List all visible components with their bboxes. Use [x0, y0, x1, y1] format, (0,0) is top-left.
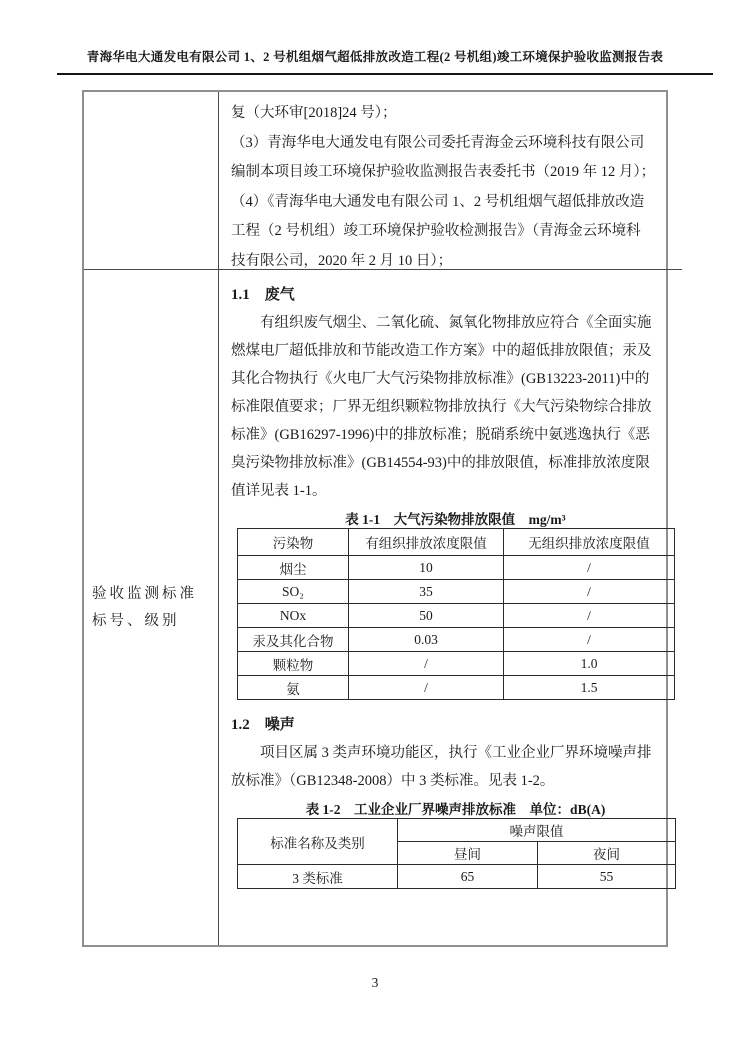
table-row	[238, 556, 675, 580]
para-line: 有组织废气烟尘、二氧化硫、氮氧化物排放应符合《全面实施	[260, 315, 652, 331]
table-air-title: 表 1-1 大气污染物排放限值 mg/m³	[345, 512, 566, 527]
pollutant-cell: 氨	[238, 676, 349, 700]
column-header: 无组织排放浓度限值	[504, 529, 675, 556]
column-header: 标准名称及类别	[238, 819, 398, 865]
doc-line: （4）《青海华电大通发电有限公司 1、2 号机组烟气超低排放改造	[231, 193, 645, 210]
table-row	[238, 676, 675, 700]
value-cell: /	[504, 604, 675, 628]
value-cell: /	[504, 628, 675, 652]
standard-cell: 3 类标准	[238, 865, 398, 889]
column-header: 昼间	[398, 842, 538, 865]
table-noise-limits	[237, 818, 676, 889]
pollutant-cell: SO₂	[238, 580, 349, 604]
value-cell: /	[349, 652, 504, 676]
para-line: 项目区属 3 类声环境功能区，执行《工业企业厂界环境噪声排	[260, 745, 652, 761]
main-content-cell	[219, 270, 682, 945]
value-cell: 55	[538, 865, 676, 889]
page-number: 3	[371, 975, 379, 990]
para-line: 燃煤电厂超低排放和节能改造工作方案》中的超低排放限值；汞及	[231, 343, 652, 359]
doc-line: （3）青海华电大通发电有限公司委托青海金云环境科技有限公司	[231, 134, 645, 151]
pollutant-cell: 汞及其化合物	[238, 628, 349, 652]
para-line: 标准》(GB16297-1996)中的排放标准；脱硝系统中氨逃逸执行《恶	[231, 427, 650, 443]
para-line: 其化合物执行《火电厂大气污染物排放标准》(GB13223-2011)中的	[231, 371, 650, 387]
value-cell: 50	[349, 604, 504, 628]
table-row	[238, 628, 675, 652]
value-cell: /	[349, 676, 504, 700]
value-cell: 10	[349, 556, 504, 580]
table-row	[238, 865, 676, 889]
group-header: 噪声限值	[398, 819, 676, 842]
value-cell: 1.5	[504, 676, 675, 700]
doc-line: 工程（2 号机组）竣工环境保护验收检测报告》（青海金云环境科	[231, 223, 641, 239]
para-line: 标准限值要求；厂界无组织颗粒物排放执行《大气污染物综合排放	[231, 399, 652, 415]
para-line: 值详见表 1-1。	[231, 483, 327, 499]
column-header: 有组织排放浓度限值	[349, 529, 504, 556]
section-heading-noise: 1.2 噪声	[231, 717, 295, 733]
table-row	[238, 604, 675, 628]
table-header-row	[238, 819, 676, 842]
doc-line: 复（大环审[2018]24 号）；	[231, 105, 397, 121]
table-header-row	[238, 529, 675, 556]
column-header: 污染物	[238, 529, 349, 556]
value-cell: /	[504, 580, 675, 604]
label-cell-empty	[84, 92, 219, 270]
para-line: 臭污染物排放标准》(GB14554-93)中的排放限值，标准排放浓度限	[231, 455, 650, 471]
main-table	[82, 90, 668, 947]
pollutant-cell: 颗粒物	[238, 652, 349, 676]
value-cell: /	[504, 556, 675, 580]
pollutant-cell: NOx	[238, 604, 349, 628]
row-label-cell	[84, 270, 219, 945]
row-label: 验收监测标准标号、级别	[92, 585, 197, 629]
section-heading-waste-gas: 1.1 废气	[231, 287, 295, 303]
table-row	[238, 580, 675, 604]
value-cell: 35	[349, 580, 504, 604]
table-noise-title: 表 1-2 工业企业厂界噪声排放标准 单位：dB(A)	[305, 802, 606, 817]
value-cell: 1.0	[504, 652, 675, 676]
header-divider	[57, 73, 713, 75]
table-air-emission-limits	[237, 528, 675, 700]
doc-line: 技有限公司，2020 年 2 月 10 日）；	[231, 252, 453, 269]
column-header: 夜间	[538, 842, 676, 865]
table-row	[238, 652, 675, 676]
para-line: 放标准》（GB12348-2008）中 3 类标准。见表 1-2。	[231, 773, 555, 789]
page-header-title: 青海华电大通发电有限公司 1、2 号机组烟气超低排放改造工程(2 号机组)竣工环境保护验收监测报告表	[86, 50, 664, 64]
top-content-cell	[219, 92, 682, 270]
value-cell: 0.03	[349, 628, 504, 652]
pollutant-cell: 烟尘	[238, 556, 349, 580]
doc-line: 编制本项目竣工环境保护验收监测报告表委托书（2019 年 12 月）；	[231, 164, 656, 180]
value-cell: 65	[398, 865, 538, 889]
